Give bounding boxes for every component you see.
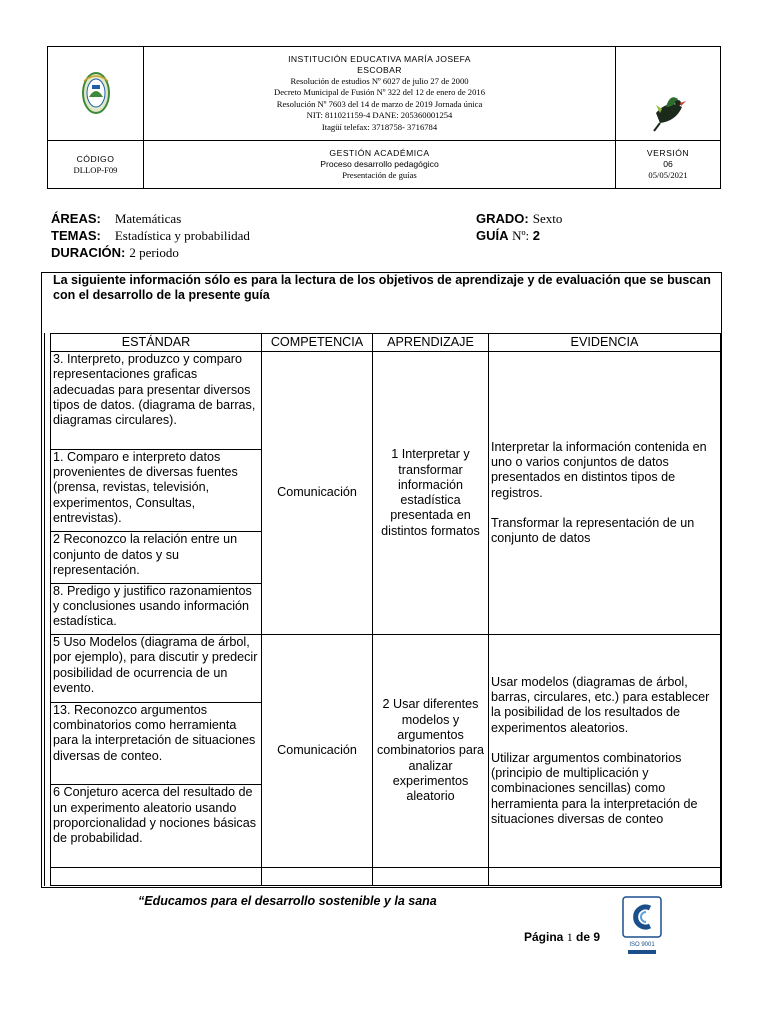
resolution-line: Resolución de estudios Nº 6027 de julio 27 de 2000 xyxy=(290,75,469,86)
duracion-value: 2 periodo xyxy=(129,245,179,260)
page-label: Página xyxy=(524,930,564,944)
competence-cell: Comunicación xyxy=(262,352,373,635)
process-label: Proceso desarrollo pedagógico xyxy=(320,159,439,169)
evidence-text-1: Usar modelos (diagramas de árbol, barras, circulares, etc.) para establecer la posibilidad de los resultados de experimentos aleatorios. xyxy=(491,674,710,735)
standard-cell: 2 Reconozco la relación entre un conjunto de datos y su representación. xyxy=(51,532,262,583)
standard-cell: 6 Conjeturo acerca del resultado de un experimento aleatorio usando proporcionalidad y nociones básicas de probabilidad. xyxy=(51,785,262,868)
competence-cell: Comunicación xyxy=(262,635,373,868)
code-label: CÓDIGO xyxy=(76,153,115,164)
management-label: GESTIÓN ACADÉMICA xyxy=(329,148,430,158)
bird-logo-icon xyxy=(616,47,720,135)
guia-value: 2 xyxy=(532,228,541,243)
evidence-cell xyxy=(489,352,721,635)
management-cell xyxy=(144,141,616,189)
header-competencia: COMPETENCIA xyxy=(262,334,373,352)
evidence-text-1: Interpretar la información contenida en uno o varios conjuntos de datos presentados en distintos tipos de registros. xyxy=(491,439,707,500)
table-row xyxy=(51,867,721,885)
temas-value: Estadística y probabilidad xyxy=(114,228,250,243)
standard-cell: 13. Reconozco argumentos combinatorios como herramienta para la interpretación de situaciones diversas de conteo. xyxy=(51,702,262,785)
temas-label: TEMAS: xyxy=(51,228,101,243)
areas-label: ÁREAS: xyxy=(51,211,101,226)
version-value: 06 xyxy=(663,159,673,169)
areas-value: Matemáticas xyxy=(114,211,182,226)
nit-line: NIT: 811021159-4 DANE: 205360001254 xyxy=(306,110,453,121)
institution-name-line-2: ESCOBAR xyxy=(357,64,402,75)
evidence-text-2: Transformar la representación de un conjunto de datos xyxy=(491,515,695,546)
objectives-title: La siguiente información sólo es para la lectura de los objetivos de aprendizaje y de evaluación que se buscan con el desarrollo de la presente guía xyxy=(53,273,711,302)
iso-certification-icon xyxy=(622,896,662,960)
iso-text: ISO 9001 xyxy=(629,942,655,948)
bird-logo-cell xyxy=(616,47,721,141)
grado-label: GRADO: xyxy=(476,211,529,226)
standard-cell: 5 Uso Modelos (diagrama de árbol, por ejemplo), para discutir y predecir posibilidad de ocurrencia de un evento. xyxy=(51,635,262,702)
evidence-cell xyxy=(489,635,721,868)
page-total: 9 xyxy=(593,930,601,944)
page-of: de xyxy=(576,930,591,944)
learning-cell: 1 Interpretar y transformar información estadística presentada en distintos formatos xyxy=(373,352,489,635)
table-row xyxy=(51,352,721,450)
temas-row xyxy=(51,227,250,244)
standard-cell: 3. Interpreto, produzco y comparo representaciones graficas adecuadas para presentar diversos tipos de datos. (diagrama de barras, diagramas circulares). xyxy=(51,352,262,450)
areas-row xyxy=(51,210,181,227)
table-header-row xyxy=(51,334,721,352)
header-aprendizaje: APRENDIZAJE xyxy=(373,334,489,352)
code-value: DLLOP-F09 xyxy=(73,164,118,175)
school-seal-icon xyxy=(48,47,143,135)
presentation-label: Presentación de guías xyxy=(342,170,417,180)
phone-line: Itagüí telefax: 3718758- 3716784 xyxy=(321,121,438,132)
resolution-2-line: Resolución Nº 7603 del 14 de marzo de 2019 Jornada única xyxy=(276,98,483,109)
duracion-label: DURACIÓN: xyxy=(51,245,126,260)
guia-row xyxy=(476,227,540,244)
grado-row xyxy=(476,210,562,227)
grado-value: Sexto xyxy=(532,211,563,226)
header-evidencia: EVIDENCIA xyxy=(489,334,721,352)
learning-cell: 2 Usar diferentes modelos y argumentos combinatorios para analizar experimentos aleatorio xyxy=(373,635,489,868)
guia-num-label: Nº: xyxy=(512,228,530,243)
header-estandar: ESTÁNDAR xyxy=(51,334,262,352)
page-number xyxy=(524,930,600,945)
duracion-row xyxy=(51,244,179,261)
standard-cell: 1. Comparo e interpreto datos provenientes de diversas fuentes (prensa, revistas, televisión, experimentos, Consultas, entrevistas). xyxy=(51,449,262,532)
institution-info xyxy=(144,47,616,141)
version-date: 05/05/2021 xyxy=(648,170,688,180)
table-row xyxy=(51,635,721,702)
version-cell xyxy=(616,141,721,189)
decree-line: Decreto Municipal de Fusión Nº 322 del 12 de enero de 2016 xyxy=(273,87,485,98)
guia-label: GUÍA xyxy=(476,228,509,243)
institution-name-line-1: INSTITUCIÓN EDUCATIVA MARÍA JOSEFA xyxy=(288,53,471,64)
evidence-text-2: Utilizar argumentos combinatorios (principio de multiplicación y combinaciones sencillas) como herramienta para la interpretación de situaciones diversas de conteo xyxy=(491,750,698,827)
page-current: 1 xyxy=(566,930,573,944)
standard-cell: 8. Predigo y justifico razonamientos y conclusiones usando información estadística. xyxy=(51,583,262,634)
code-cell xyxy=(48,141,144,189)
version-label: VERSIÓN xyxy=(646,148,690,158)
standards-table xyxy=(50,333,721,886)
institution-header xyxy=(47,46,721,189)
motto-text: “Educamos para el desarrollo sostenible y la sana xyxy=(138,894,437,908)
logo-cell xyxy=(48,47,144,141)
